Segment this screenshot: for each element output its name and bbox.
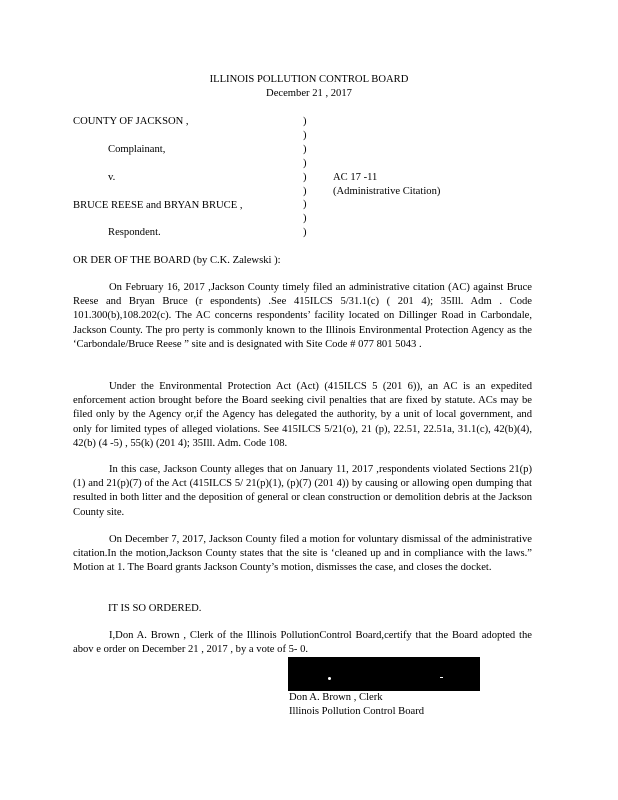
paragraph-2 xyxy=(73,380,532,451)
versus: v. xyxy=(108,172,116,183)
board-heading: ILLINOIS POLLUTION CONTROL BOARD xyxy=(209,74,409,85)
paragraph-4 xyxy=(73,533,532,576)
caption-paren: ) xyxy=(303,213,307,225)
paragraph-text: On December 7, 2017, Jackson County filed a motion for voluntary dismissal of the administrative citation.In the motion,Jackson County states that the site is ‘cleaned up and in compliance with the laws.” Motion at 1. The Board grants Jackson County’s motion, dismisses the case, and closes the docket. xyxy=(73,534,532,574)
caption-paren: ) xyxy=(303,227,307,239)
respondent-role: Respondent. xyxy=(108,227,161,238)
signature-name: Don A. Brown , Clerk xyxy=(289,692,383,703)
certification-text: I,Don A. Brown , Clerk of the Illinois PollutionControl Board,certify that the Board adopted the abov e order on December 21 , 2017 , by a vote of 5- 0. xyxy=(73,630,532,656)
so-ordered: IT IS SO ORDERED. xyxy=(108,603,202,614)
case-number: AC 17 -11 xyxy=(333,172,378,183)
caption-paren: ) xyxy=(303,143,307,155)
order-date: December 21 , 2017 xyxy=(266,88,352,99)
caption-paren: ) xyxy=(303,185,307,197)
caption-paren: ) xyxy=(303,171,307,183)
case-type: (Administrative Citation) xyxy=(333,186,441,197)
complainant-role: Complainant, xyxy=(108,144,166,155)
paragraph-3 xyxy=(73,463,532,520)
redacted-signature xyxy=(288,657,480,691)
paragraph-1 xyxy=(73,281,532,352)
caption-paren: ) xyxy=(303,116,307,127)
caption-paren: ) xyxy=(303,199,307,211)
complainant-name: COUNTY OF JACKSON , xyxy=(73,116,189,127)
paragraph-text: On February 16, 2017 ,Jackson County timely filed an administrative citation (AC) against Bruce Reese and Bryan Bruce (r espondents) .See 415ILCS 5/31.1(c) ( 201 4); 35Ill. Adm . Code 101.300(b),108.202(c). The AC concerns respondents’ facility located on Dillinger Road in Carbondale, Jackson County. The pro perty is commonly known to the Illinois Environmental Protection Agency as the ‘Carbondale/Bruce Reese ” site and is designated with Site Code # 077 801 5043 . xyxy=(73,282,532,350)
paragraph-text: Under the Environmental Protection Act (Act) (415ILCS 5 (201 6)), an AC is an expedited enforcement action brought before the Board seeking civil penalties that are fixed by statute. ACs may be filed only by the Agency or,if the Agency has delegated the authority, by a unit of local government, and only for limited types of alleged violations. See 415ILCS 5/21(o), 21 (p), 22.51, 22.51a, 31.1(c), 42(b)(4), 42(b) (4 -5) , 55(k) (201 4); 35Ill. Adm. Code 108. xyxy=(73,381,532,449)
certification xyxy=(73,629,532,657)
caption-parentheses xyxy=(303,115,307,240)
respondent-names: BRUCE REESE and BRYAN BRUCE , xyxy=(73,200,243,211)
caption-paren: ) xyxy=(303,157,307,169)
order-heading: OR DER OF THE BOARD (by C.K. Zalewski ): xyxy=(73,255,281,266)
signature-title: Illinois Pollution Control Board xyxy=(289,706,425,717)
paragraph-text: In this case, Jackson County alleges that on January 11, 2017 ,respondents violated Sections 21(p)(1) and 21(p)(7) of the Act (415ILCS 5/ 21(p)(1), (p)(7) (201 4)) by causing or allowing open dumping that resulted in both litter and the deposition of general or clean construction or demolition debris at the Jackson County site. xyxy=(73,464,532,518)
caption-paren: ) xyxy=(303,129,307,141)
